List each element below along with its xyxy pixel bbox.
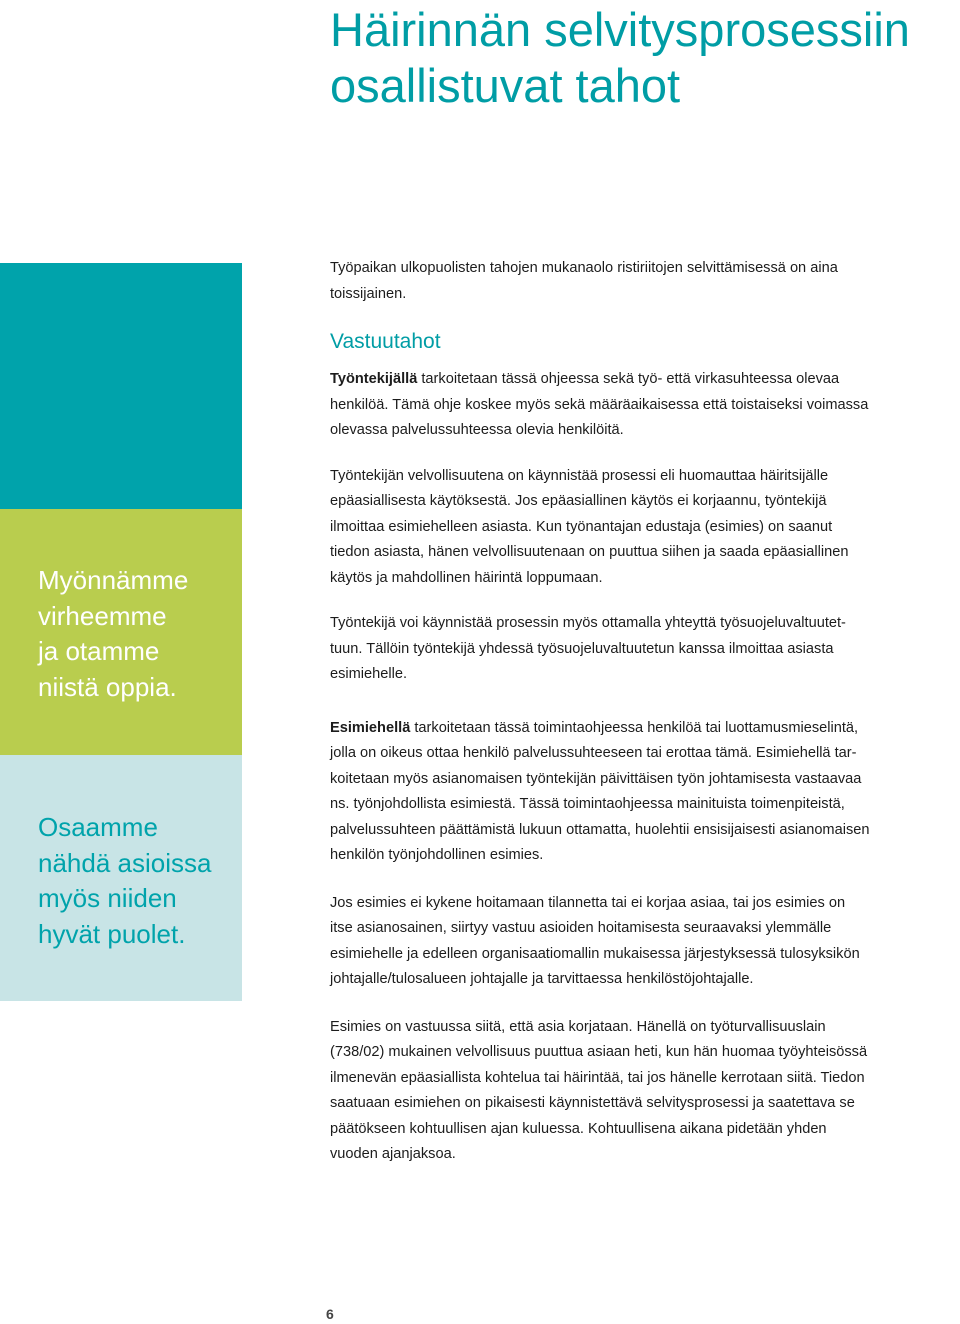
text-line: Työpaikan ulkopuolisten tahojen mukanaolo ristiriitojen selvittämisessä on aina [330,260,838,276]
title-line-2: osallistuvat tahot [330,59,681,112]
intro-paragraph [330,256,960,307]
text-line: epäasiallisesta käytöksestä. Jos epäasiallinen käytös ei korjaannu, työntekijä [330,493,827,509]
text-line: olevassa palvelussuhteessa olevia henkilöitä. [330,422,624,438]
quote-line: Osaamme [38,812,158,842]
sidebar-quote-2 [38,810,211,952]
text-line: Työntekijän velvollisuutena on käynnistää prosessi eli huomauttaa häiritsijälle [330,467,829,484]
term-supervisor: Esimiehellä [330,719,411,736]
text-line: esimiehelle ja edelleen organisaatiomallin mukaisessa järjestyksessä tulosyksikön [330,945,860,962]
employee-duty-paragraph [330,464,960,592]
text-line: johtajalle/tulosalueen johtajalle ja tarvittaessa henkilöstöjohtajalle. [330,971,754,987]
text-line: käytös ja mahdollinen häirintä loppumaan. [330,569,603,586]
quote-line: virheemme [38,600,167,631]
page-title [330,2,950,114]
text-fragment: tarkoitetaan tässä ohjeessa sekä työ- että virkasuhteessa olevaa [417,371,840,387]
supervisor-paragraph [330,716,960,869]
quote-line: hyvät puolet. [38,918,186,949]
text-line: (738/02) mukainen velvollisuus puuttua asiaan heti, kun hän huomaa työyhteisössä [330,1044,868,1060]
main-content [330,256,960,1168]
text-line: toissijainen. [330,285,407,302]
term-employee: Työntekijällä [330,371,418,387]
text-line: ilmoittaa esimiehelleen asiasta. Kun työnantajan edustaja (esimies) on saanut [330,518,833,535]
text-line [330,367,960,393]
text-line [330,716,960,742]
text-line: jolla on oikeus ottaa henkilö palvelussuhteeseen tai erottaa tämä. Esimiehellä tar- [330,745,857,761]
text-fragment: tarkoitetaan tässä toimintaohjeessa henkilöä tai luottamusmieselintä, [410,719,859,736]
text-line: Jos esimies ei kykene hoitamaan tilannetta tai ei korjaa asiaa, tai jos esimies on [330,894,846,911]
quote-line: myös niiden [38,883,177,913]
employee-paragraph [330,367,960,444]
text-line: tuun. Tällöin työntekijä yhdessä työsuojeluvaltuutetun kanssa ilmoittaa asiasta [330,640,834,657]
text-line: palvelussuhteen päättämistä lukuun ottamatta, huolehtii ensisijaisesti asianomaisen [330,821,870,838]
text-line: vuoden ajanjaksoa. [330,1146,456,1162]
text-line: koitetaan myös asianomaisen työntekijän päivittäisen työn johtamisesta vastaavaa [330,770,862,787]
text-line: esimiehelle. [330,666,408,682]
section-heading: Vastuutahot [330,330,441,353]
title-line-1: Häirinnän selvitysprosessiin [330,3,910,56]
sidebar-quote-1 [38,563,188,705]
quote-line: niistä oppia. [38,671,177,702]
text-line: henkilöä. Tämä ohje koskee myös sekä määräaikaisessa että toistaiseksi voimassa [330,396,869,413]
text-line: henkilön työnjohdollinen esimies. [330,847,544,863]
quote-line: nähdä asioissa [38,847,212,878]
quote-line: Myönnämme [38,565,189,595]
text-line: Esimies on vastuussa siitä, että asia korjataan. Hänellä on työturvallisuuslain [330,1018,826,1035]
text-line: itse asianosainen, siirtyy vastuu asioiden hoitamisesta seuraavaksi ylemmälle [330,920,832,936]
text-line: ns. työnjohdollista esimiestä. Tässä toimintaohjeessa mainituista toimenpiteistä, [330,796,845,812]
supervisor-responsibility-paragraph [330,1015,960,1168]
text-line: ilmenevän epäasiallista kohtelua tai häirintää, tai jos hänelle kerrotaan siitä. Tiedon [330,1069,865,1086]
text-line: saatuaan esimiehen on pikaisesti käynnistettävä selvitysprosessi ja saatettava se [330,1095,855,1111]
safety-representative-paragraph [330,611,960,688]
text-line: tiedon asiasta, hänen velvollisuutenaan on puuttua siihen ja saada epäasiallinen [330,544,849,560]
text-line: päätökseen kohtuullisen ajan kuluessa. Kohtuullisena aikana pidetään yhden [330,1120,827,1137]
text-line: Työntekijä voi käynnistää prosessin myös ottamalla yhteyttä työsuojeluvaltuutet- [330,615,846,631]
page-number: 6 [326,1306,334,1322]
sidebar-block-teal [0,263,242,509]
quote-line: ja otamme [38,636,160,666]
escalation-paragraph [330,891,960,993]
